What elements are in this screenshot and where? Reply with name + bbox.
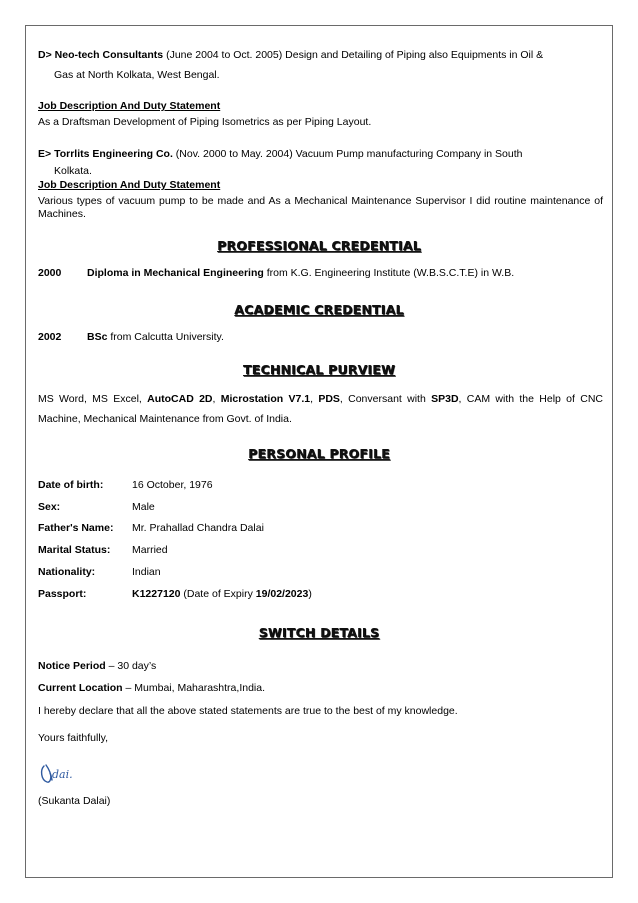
- personal-label-passport: Passport:: [38, 588, 87, 600]
- experience-d-line1: [38, 49, 543, 62]
- personal-value-dob: 16 October, 1976: [132, 479, 213, 491]
- experience-e-line1: [38, 148, 522, 161]
- personal-value-nationality: Indian: [132, 566, 161, 578]
- skill-pds: PDS: [318, 393, 340, 405]
- company-description: Vacuum Pump manufacturing Company in South: [295, 148, 523, 160]
- job-description-title: Job Description And Duty Statement: [38, 179, 221, 191]
- academic-degree: BSc: [87, 331, 108, 343]
- skill-sp3d: SP3D: [431, 393, 459, 405]
- section-heading-personal: PERSONAL PROFILE: [248, 446, 390, 461]
- job-description-text: As a Draftsman Development of Piping Isometrics as per Piping Layout.: [38, 116, 372, 128]
- personal-label-nationality: Nationality:: [38, 566, 96, 578]
- job-description-text: Various types of vacuum pump to be made and As a Mechanical Maintenance Supervisor I did routine maintenance of Machines.: [38, 195, 603, 220]
- current-location-value: – Mumbai, Maharashtra,India.: [125, 682, 265, 694]
- employment-period: (June 2004 to Oct. 2005): [166, 49, 283, 61]
- personal-label-dob: Date of birth:: [38, 479, 104, 491]
- academic-entry: [87, 331, 224, 344]
- notice-period-value: – 30 day’s: [108, 660, 157, 672]
- job-description-title: Job Description And Duty Statement: [38, 100, 221, 112]
- personal-label-father: Father's Name:: [38, 522, 114, 534]
- technical-skills-text: [38, 389, 603, 429]
- skill-sep: ,: [212, 393, 221, 405]
- skill-text: MS Word, MS Excel,: [38, 393, 148, 405]
- academic-detail: from Calcutta University.: [110, 331, 224, 343]
- passport-close-paren: ): [308, 588, 312, 600]
- notice-period-label: Notice Period: [38, 660, 106, 672]
- skill-microstation: Microstation V7.1: [220, 393, 311, 405]
- company-name: Torrlits Engineering Co.: [54, 148, 173, 160]
- company-description: Design and Detailing of Piping also Equipments in Oil &: [285, 49, 544, 61]
- signatory-name: (Sukanta Dalai): [38, 795, 111, 807]
- signature-script: dai.: [52, 768, 73, 781]
- section-heading-academic: ACADEMIC CREDENTIAL: [234, 302, 404, 317]
- section-heading-professional: PROFESSIONAL CREDENTIAL: [217, 238, 421, 253]
- salutation: Yours faithfully,: [38, 732, 109, 744]
- passport-expiry-date: 19/02/2023: [255, 588, 309, 600]
- current-location-label: Current Location: [38, 682, 123, 694]
- personal-value-sex: Male: [132, 501, 155, 513]
- company-name: Neo-tech Consultants: [54, 49, 164, 61]
- skill-text: , Conversant with: [339, 393, 432, 405]
- notice-period: [38, 660, 156, 673]
- academic-year: 2002: [38, 331, 62, 343]
- personal-value-passport: [132, 588, 312, 601]
- experience-prefix: D>: [38, 49, 52, 61]
- personal-label-sex: Sex:: [38, 501, 61, 513]
- experience-prefix: E>: [38, 148, 52, 160]
- skill-text: , CAM with the Help of CNC Machine, Mechanical Maintenance from Govt. of India.: [38, 393, 603, 425]
- skill-autocad: AutoCAD 2D: [147, 393, 213, 405]
- personal-label-marital: Marital Status:: [38, 544, 111, 556]
- current-location: [38, 682, 265, 695]
- company-description-cont: Gas at North Kolkata, West Bengal.: [54, 69, 220, 81]
- personal-value-father: Mr. Prahallad Chandra Dalai: [132, 522, 264, 534]
- passport-number: K1227120: [132, 588, 181, 600]
- skill-sep: ,: [310, 393, 319, 405]
- professional-degree: Diploma in Mechanical Engineering: [87, 267, 264, 279]
- signature-image: [38, 760, 90, 786]
- passport-expiry-label: (Date of Expiry: [183, 588, 253, 600]
- professional-detail: from K.G. Engineering Institute (W.B.S.C.T.E) in W.B.: [266, 267, 515, 279]
- personal-value-marital: Married: [132, 544, 168, 556]
- employment-period: (Nov. 2000 to May. 2004): [175, 148, 293, 160]
- declaration-text: I hereby declare that all the above stated statements are true to the best of my knowledge.: [38, 705, 458, 717]
- professional-year: 2000: [38, 267, 62, 279]
- section-heading-technical: TECHNICAL PURVIEW: [243, 362, 395, 377]
- section-heading-switch: SWITCH DETAILS: [258, 625, 380, 640]
- professional-entry: [87, 267, 514, 280]
- company-description-cont: Kolkata.: [54, 165, 92, 177]
